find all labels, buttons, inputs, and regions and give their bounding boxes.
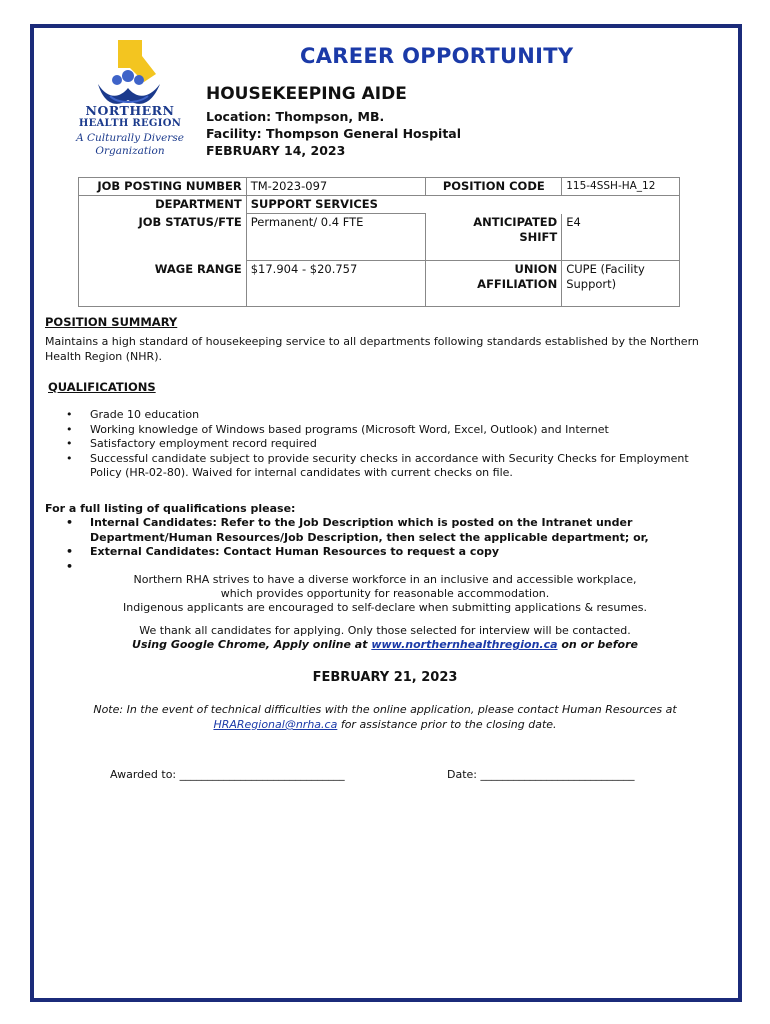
swoosh-icon [98,84,160,104]
union-line1: CUPE (Facility [566,262,645,276]
wage-range: $17.904 - $20.757 [246,261,426,307]
figure-head-icon [134,75,144,85]
job-posting-number: TM-2023-097 [246,178,426,196]
list-item: • Satisfactory employment record required [62,437,722,452]
union-line2: Support) [566,277,617,291]
note-line2 [45,717,725,732]
figure-head-icon [112,75,122,85]
page-title: CAREER OPPORTUNITY [300,44,574,68]
note-suffix: for assistance prior to the closing date. [337,718,557,731]
apply-prefix: Using Google Chrome, Apply online at [132,638,372,651]
list-item: • Successful candidate subject to provide security checks in accordance with Security Checks for Employment Policy (HR-02-80). Waived for internal candidates with current checks on file. [62,452,722,481]
position-summary-heading: POSITION SUMMARY [45,315,178,329]
apply-suffix: on or before [557,638,638,651]
union-affiliation [562,261,680,307]
job-info-table [78,177,680,307]
location: Location: Thompson, MB. [206,109,385,124]
tagline-line1: A Culturally Diverse [76,132,184,144]
diversity-line1: Northern RHA strives to have a diverse workforce in an inclusive and accessible workplace, [133,573,637,586]
diversity-line3: Indigenous applicants are encouraged to self-declare when submitting applications & resumes. [123,601,647,614]
position-code: 115-4SSH-HA_12 [562,178,680,196]
anticipated-shift-label [426,214,562,261]
union-label-line1: UNION [514,262,558,276]
department-label: DEPARTMENT [79,196,247,214]
full-listing-heading: For a full listing of qualifications please: [45,502,296,515]
diversity-line2: which provides opportunity for reasonable accommodation. [220,587,550,600]
full-listing-list [62,516,722,574]
figure-head-icon [122,70,134,82]
facility: Facility: Thompson General Hospital [206,126,462,141]
list-item [62,560,722,575]
wage-range-label: WAGE RANGE [79,261,247,307]
org-name-line1: NORTHERN [85,103,175,118]
technical-note [45,702,725,732]
union-affiliation-label [426,261,562,307]
posting-date: FEBRUARY 14, 2023 [206,143,346,158]
thanks-text: We thank all candidates for applying. Only those selected for interview will be contacted. [139,624,631,637]
apply-instructions [45,624,725,652]
position-code-label: POSITION CODE [426,178,562,196]
note-line1: Note: In the event of technical difficulties with the online application, please contact Human Resources at [93,703,677,716]
job-title: HOUSEKEEPING AIDE [206,84,407,104]
closing-date: FEBRUARY 21, 2023 [312,670,458,685]
job-status: Permanent/ 0.4 FTE [246,214,426,261]
tagline-line2: Organization [95,145,165,157]
org-name [70,104,190,130]
awarded-to-line: Awarded to: ______________________________ [110,768,345,781]
qualifications-heading: QUALIFICATIONS [48,380,156,394]
anticipated-label-line2: SHIFT [519,229,558,244]
anticipated-label-line1: ANTICIPATED [473,214,558,229]
union-label-line2: AFFILIATION [477,277,558,291]
department: SUPPORT SERVICES [246,196,426,214]
list-item: • Grade 10 education [62,408,722,423]
date-line: Date: ____________________________ [447,768,635,781]
list-item: • Working knowledge of Windows based programs (Microsoft Word, Excel, Outlook) and Internet [62,423,722,438]
apply-link[interactable]: www.northernhealthregion.ca [371,638,558,651]
hr-email-link[interactable]: HRARegional@nrha.ca [213,718,338,731]
job-posting-number-label: JOB POSTING NUMBER [79,178,247,196]
org-tagline [62,132,198,158]
job-status-label: JOB STATUS/FTE [79,214,247,261]
anticipated-shift: E4 [562,214,680,261]
position-summary-text: Maintains a high standard of housekeeping service to all departments following standards established by the Northern Health Region (NHR). [45,335,699,363]
diversity-statement [45,573,725,615]
list-item: • External Candidates: Contact Human Resources to request a copy [62,545,722,560]
org-name-line2: HEALTH REGION [78,118,182,129]
job-meta [206,108,461,159]
list-item: • Internal Candidates: Refer to the Job Description which is posted on the Intranet under Department/Human Resources/Job Description, then select the applicable department; or, [62,516,722,545]
qualifications-list [62,408,722,481]
apply-online-line [45,638,725,652]
